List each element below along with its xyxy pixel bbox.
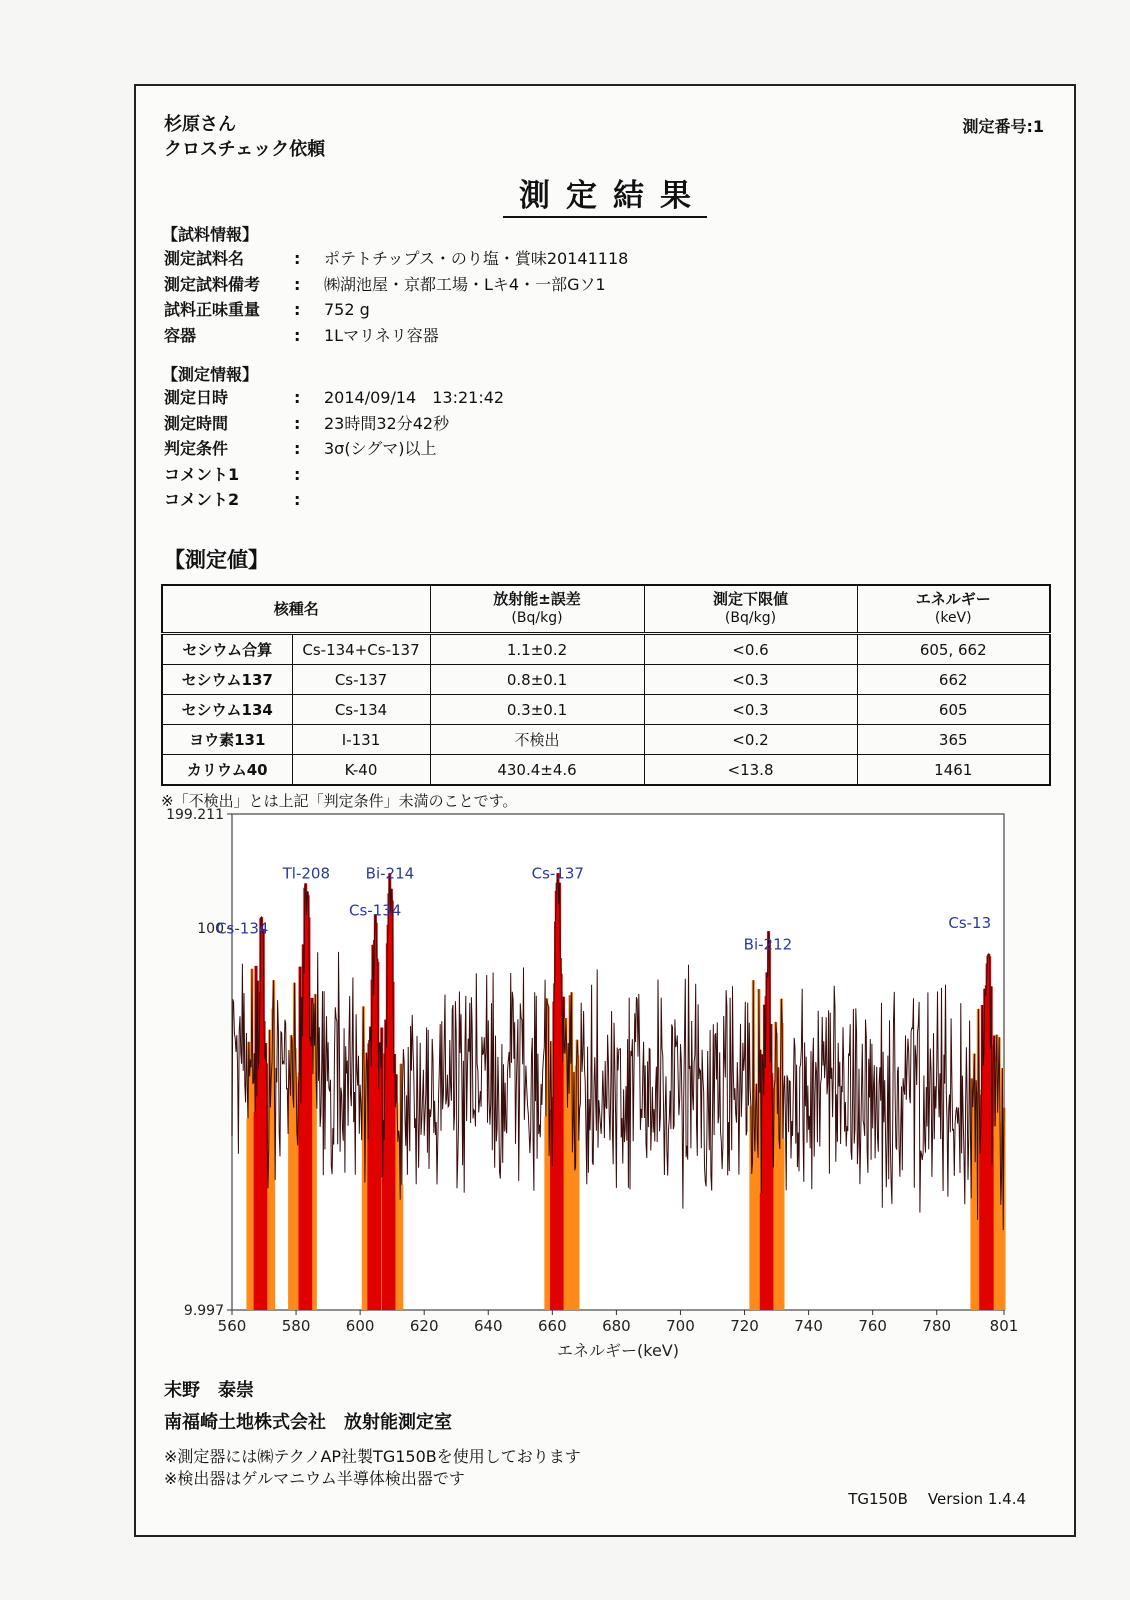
info-row bbox=[164, 385, 504, 411]
cell-name: セシウム134 bbox=[162, 695, 292, 725]
instrument-note: ※測定器には㈱テクノAP社製TG150Bを使用しております bbox=[164, 1447, 581, 1466]
cell-name: セシウム合算 bbox=[162, 634, 292, 665]
company-name: 南福崎土地株式会社 放射能測定室 bbox=[164, 1412, 452, 1433]
cell-energy: 662 bbox=[857, 665, 1050, 695]
cell-activity: 不検出 bbox=[430, 725, 644, 755]
col-energy: エネルギー (keV) bbox=[857, 585, 1050, 634]
info-label: 測定日時 bbox=[164, 388, 229, 407]
info-colon: : bbox=[294, 325, 301, 345]
x-tick-label: 780 bbox=[922, 1317, 952, 1335]
report-sheet bbox=[134, 84, 1076, 1537]
x-tick-label: 801 bbox=[989, 1317, 1019, 1335]
cell-activity: 430.4±4.6 bbox=[430, 755, 644, 786]
info-value: 23時間32分42秒 bbox=[324, 413, 450, 433]
info-colon: : bbox=[294, 300, 301, 319]
software-version bbox=[828, 1490, 1026, 1508]
x-tick-label: 700 bbox=[666, 1317, 695, 1335]
info-colon: : bbox=[294, 464, 301, 484]
version-label: Version 1.4.4 bbox=[927, 1490, 1026, 1508]
cell-energy: 1461 bbox=[857, 755, 1050, 786]
results-table bbox=[161, 584, 1051, 786]
x-tick-label: 620 bbox=[409, 1317, 439, 1335]
info-label: 試料正味重量 bbox=[164, 300, 261, 319]
col-limit: 測定下限値 (Bq/kg) bbox=[644, 585, 857, 634]
cell-name: ヨウ素131 bbox=[162, 725, 292, 755]
cell-symbol: Cs-134 bbox=[292, 695, 430, 725]
cell-activity: 0.8±0.1 bbox=[430, 665, 644, 695]
info-row bbox=[164, 462, 504, 488]
detector-note: ※検出器はゲルマニウム半導体検出器です bbox=[164, 1469, 465, 1488]
info-label: コメント1 bbox=[164, 464, 240, 484]
table-row bbox=[162, 725, 1050, 755]
measure-info-list bbox=[164, 385, 504, 513]
col-activity: 放射能±誤差 (Bq/kg) bbox=[430, 585, 644, 634]
info-colon: : bbox=[294, 388, 301, 407]
info-row bbox=[164, 411, 504, 437]
spectrum-chart bbox=[136, 806, 1074, 1371]
x-tick-label: 680 bbox=[602, 1317, 631, 1335]
info-colon: : bbox=[294, 490, 301, 509]
info-value: 1Lマリネリ容器 bbox=[324, 325, 439, 345]
document-title: 測定結果 bbox=[136, 170, 1074, 215]
info-colon: : bbox=[294, 274, 301, 294]
client-name: 杉原さん bbox=[164, 114, 236, 135]
x-tick-label: 640 bbox=[473, 1317, 503, 1335]
table-row bbox=[162, 695, 1050, 725]
info-row bbox=[164, 246, 628, 272]
info-row bbox=[164, 487, 504, 513]
table-row bbox=[162, 755, 1050, 786]
x-tick-label: 760 bbox=[858, 1317, 887, 1335]
info-colon: : bbox=[294, 249, 301, 268]
x-tick-label: 600 bbox=[345, 1317, 375, 1335]
peak-label: Cs-134 bbox=[349, 901, 402, 920]
info-value: 2014/09/14 13:21:42 bbox=[324, 388, 505, 407]
values-heading: 【測定値】 bbox=[164, 548, 269, 572]
col-nuclide: 核種名 bbox=[162, 585, 430, 634]
cell-limit: <0.3 bbox=[644, 665, 857, 695]
cell-energy: 605 bbox=[857, 695, 1050, 725]
cell-symbol: I-131 bbox=[292, 725, 430, 755]
y-tick-label: 100 bbox=[197, 921, 224, 938]
peak-label: Tl-208 bbox=[282, 864, 331, 883]
info-label: 測定試料備考 bbox=[164, 274, 261, 294]
info-label: コメント2 bbox=[164, 490, 240, 509]
cell-limit: <0.3 bbox=[644, 695, 857, 725]
cell-symbol: Cs-134+Cs-137 bbox=[292, 634, 430, 665]
info-label: 測定試料名 bbox=[164, 249, 245, 268]
cell-limit: <13.8 bbox=[644, 755, 857, 786]
info-colon: : bbox=[294, 413, 301, 433]
cell-activity: 1.1±0.2 bbox=[430, 634, 644, 665]
model-label: TG150B bbox=[848, 1490, 908, 1508]
info-label: 容器 bbox=[164, 325, 197, 345]
request-type: クロスチェック依頼 bbox=[164, 139, 326, 160]
y-tick-label: 9.997 bbox=[183, 1303, 224, 1319]
peak-label: Bi-214 bbox=[365, 864, 415, 883]
measure-info-heading: 【測定情報】 bbox=[162, 365, 259, 384]
cell-symbol: K-40 bbox=[292, 755, 430, 786]
info-colon: : bbox=[294, 439, 301, 458]
client-block bbox=[164, 112, 325, 162]
info-value: ㈱湖池屋・京都工場・Lキ4・一部Gソ1 bbox=[324, 274, 606, 294]
table-row bbox=[162, 665, 1050, 695]
cell-limit: <0.2 bbox=[644, 725, 857, 755]
info-value: 752 g bbox=[324, 300, 370, 319]
cell-activity: 0.3±0.1 bbox=[430, 695, 644, 725]
cell-energy: 605, 662 bbox=[857, 634, 1050, 665]
measurement-number: 測定番号:1 bbox=[962, 117, 1044, 136]
peak-label: Cs-137 bbox=[531, 864, 584, 883]
x-tick-label: 720 bbox=[730, 1317, 759, 1335]
x-tick-label: 740 bbox=[794, 1317, 823, 1335]
info-value: ポテトチップス・のり塩・賞味20141118 bbox=[324, 249, 629, 268]
table-note: ※「不検出」とは上記「判定条件」未満のことです。 bbox=[161, 792, 518, 810]
sample-info-list bbox=[164, 246, 628, 348]
cell-limit: <0.6 bbox=[644, 634, 857, 665]
x-axis-label: エネルギー(keV) bbox=[557, 1341, 679, 1360]
cell-symbol: Cs-137 bbox=[292, 665, 430, 695]
y-tick-label: 199.211 bbox=[166, 807, 224, 823]
table-row bbox=[162, 634, 1050, 665]
peak-label: Cs-134 bbox=[216, 919, 269, 938]
peak-label: Bi-212 bbox=[743, 935, 793, 954]
x-tick-label: 560 bbox=[217, 1317, 247, 1335]
info-label: 判定条件 bbox=[164, 439, 229, 458]
cell-name: カリウム40 bbox=[162, 755, 292, 786]
info-value: 3σ(シグマ)以上 bbox=[324, 439, 437, 458]
x-tick-label: 580 bbox=[281, 1317, 311, 1335]
operator-name: 末野 泰崇 bbox=[164, 1380, 254, 1401]
sample-info-heading: 【試料情報】 bbox=[162, 225, 259, 244]
info-row bbox=[164, 297, 628, 323]
cell-energy: 365 bbox=[857, 725, 1050, 755]
cell-name: セシウム137 bbox=[162, 665, 292, 695]
info-row bbox=[164, 323, 628, 349]
peak-label: Cs-13 bbox=[948, 914, 992, 933]
table-header-row bbox=[162, 585, 1050, 634]
info-row bbox=[164, 436, 504, 462]
info-label: 測定時間 bbox=[164, 413, 229, 433]
info-row bbox=[164, 272, 628, 298]
x-tick-label: 660 bbox=[538, 1317, 567, 1335]
